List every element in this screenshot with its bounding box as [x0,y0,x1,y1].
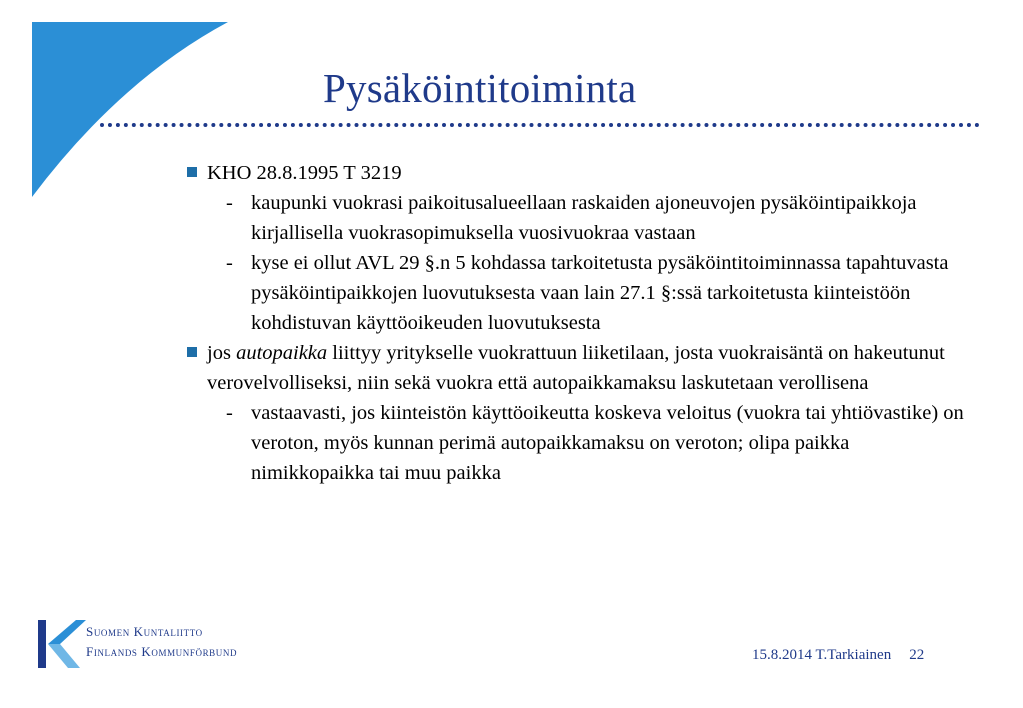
slide-title: Pysäköintitoiminta [323,65,637,111]
logo-line-fi: Suomen Kuntaliitto [86,624,203,639]
dash-bullet-icon: - [226,402,233,424]
bullet-item [186,158,976,188]
logo-line-sv: Finlands Kommunförbund [86,644,238,659]
bullet-text-pre: jos [207,342,237,364]
bullet-text: KHO 28.8.1995 T 3219 [207,162,402,184]
sub-bullet-item [186,248,976,338]
sub-bullet-text: kaupunki vuokrasi paikoitusalueellaan raskaiden ajoneuvojen pysäköintipaikkoja kirjallisella vuokrasopimuksella vuosivuokraa vastaan [251,192,917,244]
page-number: 22 [909,647,925,663]
dash-bullet-icon: - [226,252,233,274]
slide-footer [752,647,924,664]
sub-bullet-item [186,398,976,488]
sub-bullet-item [186,188,976,248]
sub-bullet-text: kyse ei ollut AVL 29 §.n 5 kohdassa tarkoitetusta pysäköintitoiminnassa tapahtuvasta pysäköintipaikkojen luovutuksesta vaan lain 27.1 §:ssä tarkoitetusta kiinteistöön kohdistuvan käyttöoikeuden luovutuksesta [251,252,949,334]
title-divider [100,123,980,127]
organization-name [86,622,237,662]
square-bullet-icon [187,347,197,357]
footer-date-author: 15.8.2014 T.Tarkiainen [752,647,892,663]
bullet-text-post: liittyy yritykselle vuokrattuun liiketilaan, josta vuokraisäntä on hakeutunut verovelvolliseksi, niin sekä vuokra että autopaikkamaksu laskutetaan verollisena [207,342,945,394]
square-bullet-icon [187,167,197,177]
slide-body [186,158,976,488]
bullet-item [186,338,976,398]
bullet-text-emphasis: autopaikka [236,342,328,364]
dash-bullet-icon: - [226,192,233,214]
sub-bullet-text: vastaavasti, jos kiinteistön käyttöoikeutta koskeva veloitus (vuokra tai yhtiövastike) on veroton, myös kunnan perimä autopaikkamaksu on veroton; olipa paikka nimikkopaikka tai muu paikka [251,402,964,484]
